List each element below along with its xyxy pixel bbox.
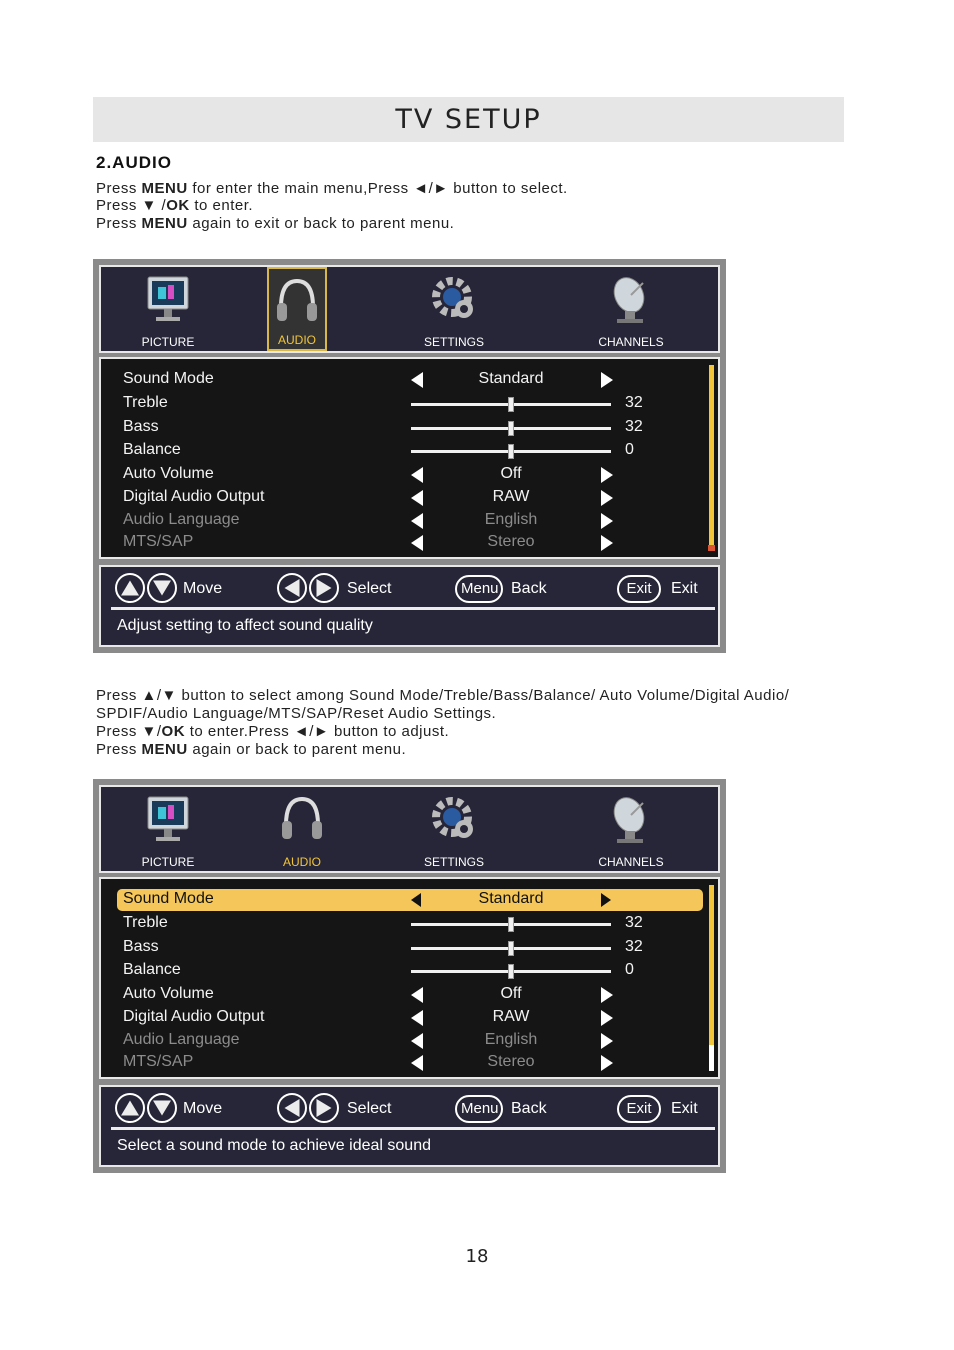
tab-label: AUDIO	[277, 333, 316, 347]
tab-settings[interactable]	[409, 787, 499, 871]
monitor-icon	[144, 273, 192, 325]
hint-exit	[617, 573, 713, 607]
item-value: Stereo	[487, 533, 535, 550]
hint-move	[115, 573, 245, 607]
page-number: 18	[465, 1246, 489, 1267]
arrow-left-icon[interactable]	[411, 987, 423, 1003]
menu-tab-bar	[99, 265, 720, 353]
menu-tab-bar	[99, 785, 720, 873]
menu-row-audio-language[interactable]	[117, 1030, 703, 1052]
arrow-left-icon[interactable]	[411, 535, 423, 551]
hint-label: Exit	[671, 580, 698, 597]
item-value: 32	[625, 938, 643, 955]
item-value: 0	[625, 441, 634, 458]
hint-label: Back	[511, 580, 547, 597]
middle-line-2: SPDIF/Audio Language/MTS/SAP/Reset Audio Settings.	[96, 705, 497, 722]
tab-label: PICTURE	[141, 855, 195, 869]
item-label: Digital Audio Output	[123, 488, 265, 505]
item-label: Bass	[123, 418, 159, 435]
item-label: Bass	[123, 938, 159, 955]
item-value: RAW	[492, 488, 530, 505]
page-title: TV SETUP	[395, 104, 542, 135]
menu-row-auto-volume[interactable]	[117, 464, 703, 486]
arrow-right-icon[interactable]	[601, 1010, 613, 1026]
middle-line-4: Press MENU again or back to parent menu.	[96, 741, 407, 758]
item-value: RAW	[492, 1008, 530, 1025]
arrow-left-icon[interactable]	[411, 467, 423, 483]
middle-line-3: Press ▼/OK to enter.Press ◄/► button to adjust.	[96, 723, 450, 740]
arrow-left-icon[interactable]	[411, 513, 423, 529]
tab-picture[interactable]	[123, 267, 213, 351]
hint-label: Exit	[671, 1100, 698, 1117]
item-value: Stereo	[487, 1053, 535, 1070]
menu-row-balance[interactable]	[117, 960, 703, 982]
menu-row-digital-audio-output[interactable]	[117, 1007, 703, 1029]
menu-row-mts-sap[interactable]	[117, 532, 703, 554]
up-button-icon	[115, 573, 145, 603]
tv-menu-screen-2	[93, 779, 726, 1173]
right-button-icon	[309, 1093, 339, 1123]
hint-label: Select	[347, 1100, 392, 1117]
arrow-right-icon[interactable]	[601, 467, 613, 483]
hint-label: Move	[183, 1100, 223, 1117]
left-button-icon	[277, 1093, 307, 1123]
item-label: Sound Mode	[123, 370, 214, 387]
tab-audio[interactable]	[257, 787, 347, 871]
monitor-icon	[144, 793, 192, 845]
exit-key-icon: Exit	[617, 1095, 661, 1123]
arrow-right-icon[interactable]	[601, 987, 613, 1003]
hint-back	[455, 1093, 565, 1127]
item-value: English	[484, 1031, 538, 1048]
arrow-right-icon[interactable]	[601, 490, 613, 506]
arrow-right-icon[interactable]	[601, 535, 613, 551]
item-value: 0	[625, 961, 634, 978]
menu-row-mts-sap[interactable]	[117, 1052, 703, 1074]
satellite-dish-icon	[607, 793, 655, 847]
slider-handle[interactable]	[508, 941, 514, 956]
exit-key-icon: Exit	[617, 575, 661, 603]
arrow-left-icon[interactable]	[411, 1055, 423, 1071]
audio-menu-list	[99, 357, 720, 559]
tab-audio[interactable]	[267, 267, 327, 351]
menu-description: Select a sound mode to achieve ideal sound	[117, 1137, 431, 1154]
right-button-icon	[309, 573, 339, 603]
menu-row-sound-mode[interactable]	[117, 369, 703, 391]
arrow-left-icon[interactable]	[411, 893, 421, 907]
slider-handle[interactable]	[508, 917, 514, 932]
menu-footer	[99, 1085, 720, 1167]
hint-label: Back	[511, 1100, 547, 1117]
down-button-icon	[147, 573, 177, 603]
menu-row-sound-mode[interactable]	[117, 889, 703, 911]
headphones-icon	[278, 793, 326, 845]
hint-label: Select	[347, 580, 392, 597]
hint-exit	[617, 1093, 713, 1127]
slider-handle[interactable]	[508, 964, 514, 979]
menu-row-treble[interactable]	[117, 913, 703, 935]
menu-row-bass[interactable]	[117, 417, 703, 439]
arrow-left-icon[interactable]	[411, 372, 423, 388]
arrow-left-icon[interactable]	[411, 490, 423, 506]
middle-line-1: Press ▲/▼ button to select among Sound Mode/Treble/Bass/Balance/ Auto Volume/Digital Audio/	[96, 687, 790, 704]
tab-label: SETTINGS	[423, 855, 484, 869]
hint-back	[455, 573, 565, 607]
menu-row-bass[interactable]	[117, 937, 703, 959]
left-button-icon	[277, 573, 307, 603]
satellite-dish-icon	[607, 273, 655, 327]
hint-label: Move	[183, 580, 223, 597]
tab-settings[interactable]	[409, 267, 499, 351]
tab-label: AUDIO	[282, 855, 321, 869]
intro-line-2: Press ▼ /OK to enter.	[96, 197, 254, 214]
divider	[111, 607, 715, 610]
tab-label: CHANNELS	[598, 335, 664, 349]
arrow-right-icon[interactable]	[601, 893, 611, 907]
hint-move	[115, 1093, 245, 1127]
menu-row-digital-audio-output[interactable]	[117, 487, 703, 509]
menu-description: Adjust setting to affect sound quality	[117, 617, 373, 634]
arrow-right-icon[interactable]	[601, 1055, 613, 1071]
tab-label: CHANNELS	[598, 855, 664, 869]
audio-menu-list	[99, 877, 720, 1079]
menu-row-audio-language[interactable]	[117, 510, 703, 532]
item-label: Treble	[123, 394, 168, 411]
arrow-right-icon[interactable]	[601, 1033, 613, 1049]
item-label: Balance	[123, 441, 181, 458]
item-label: Treble	[123, 914, 168, 931]
tab-label: SETTINGS	[423, 335, 484, 349]
item-label: Audio Language	[123, 1031, 240, 1048]
menu-scrollbar[interactable]	[709, 365, 714, 551]
arrow-left-icon[interactable]	[411, 1033, 423, 1049]
item-value: 32	[625, 394, 643, 411]
item-value: Off	[500, 985, 522, 1002]
down-button-icon	[147, 1093, 177, 1123]
tab-channels[interactable]	[586, 267, 676, 351]
gear-icon	[428, 273, 480, 325]
slider-handle[interactable]	[508, 421, 514, 436]
tab-channels[interactable]	[586, 787, 676, 871]
gear-icon	[428, 793, 480, 845]
menu-scrollbar[interactable]	[709, 885, 714, 1071]
menu-key-icon: Menu	[455, 575, 503, 603]
menu-row-auto-volume[interactable]	[117, 984, 703, 1006]
item-label: Auto Volume	[123, 465, 214, 482]
intro-line-1: Press MENU for enter the main menu,Press ◄/► button to select.	[96, 180, 568, 197]
header-bar	[93, 97, 844, 142]
arrow-right-icon[interactable]	[601, 372, 613, 388]
item-label: Balance	[123, 961, 181, 978]
headphones-icon	[273, 275, 321, 327]
hint-select	[277, 1093, 407, 1127]
item-value: Off	[500, 465, 522, 482]
menu-key-icon: Menu	[455, 1095, 503, 1123]
item-label: MTS/SAP	[123, 1053, 194, 1070]
item-label: MTS/SAP	[123, 533, 194, 550]
menu-footer	[99, 565, 720, 647]
tv-menu-screen-1	[93, 259, 726, 653]
menu-row-treble[interactable]	[117, 393, 703, 415]
arrow-right-icon[interactable]	[601, 513, 613, 529]
menu-row-balance[interactable]	[117, 440, 703, 462]
intro-line-3: Press MENU again to exit or back to parent menu.	[96, 215, 455, 232]
arrow-left-icon[interactable]	[411, 1010, 423, 1026]
divider	[111, 1127, 715, 1130]
item-value: Standard	[478, 370, 544, 387]
item-label: Sound Mode	[123, 890, 214, 907]
hint-select	[277, 573, 407, 607]
tab-picture[interactable]	[123, 787, 213, 871]
tab-label: PICTURE	[141, 335, 195, 349]
section-title: 2.AUDIO	[96, 153, 172, 172]
up-button-icon	[115, 1093, 145, 1123]
item-value: 32	[625, 418, 643, 435]
item-label: Audio Language	[123, 511, 240, 528]
item-value: Standard	[478, 890, 544, 907]
item-label: Digital Audio Output	[123, 1008, 265, 1025]
item-label: Auto Volume	[123, 985, 214, 1002]
slider-handle[interactable]	[508, 397, 514, 412]
item-value: English	[484, 511, 538, 528]
slider-handle[interactable]	[508, 444, 514, 459]
item-value: 32	[625, 914, 643, 931]
